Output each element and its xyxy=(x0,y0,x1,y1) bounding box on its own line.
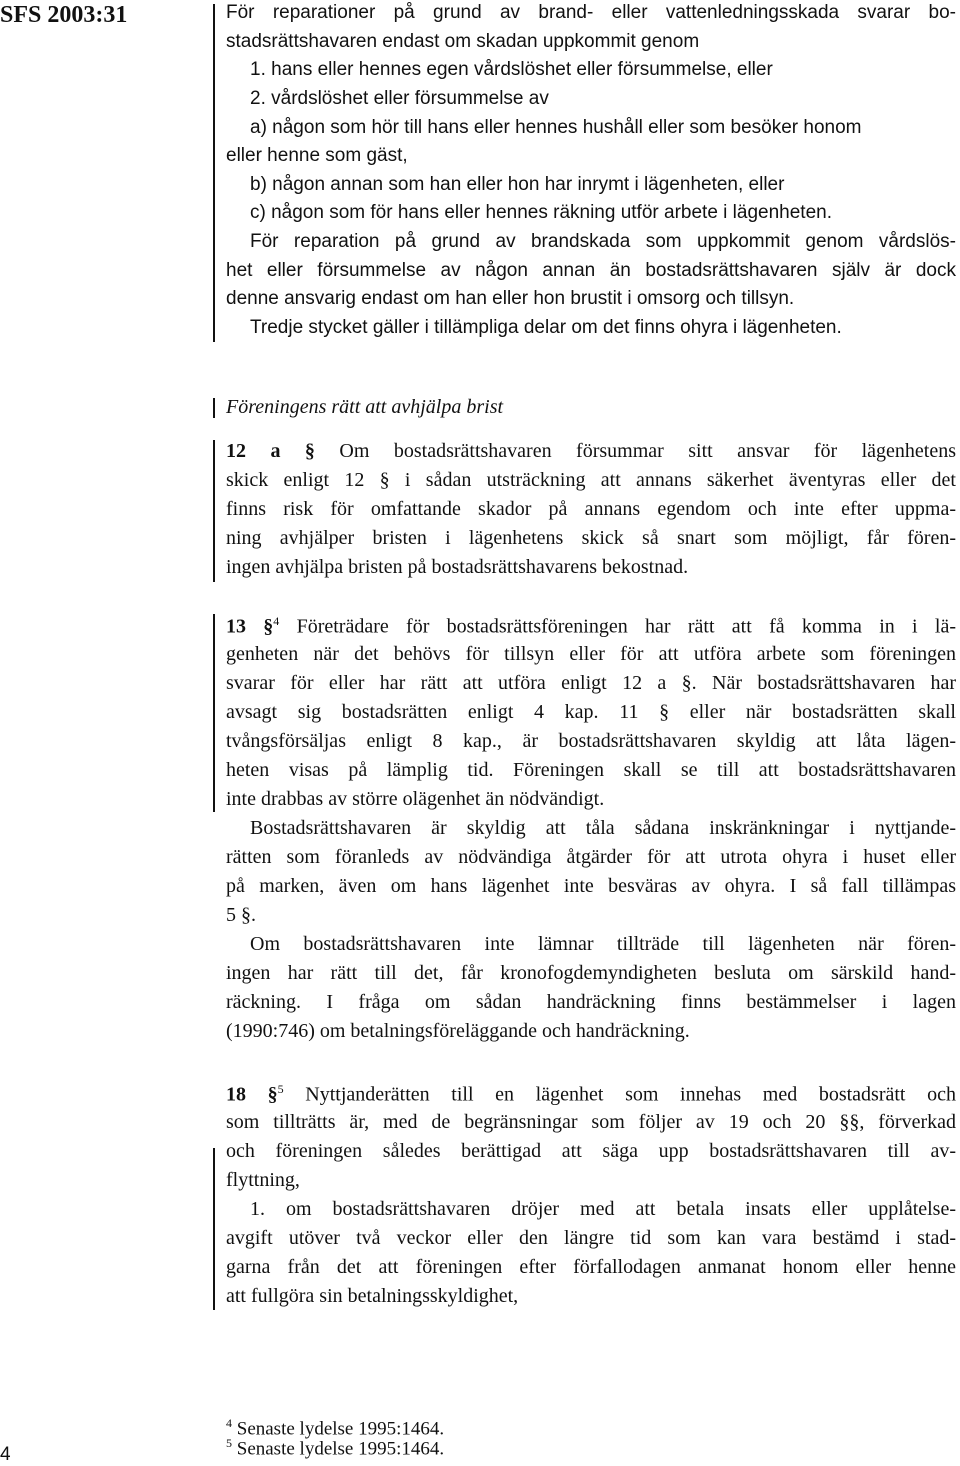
change-bar xyxy=(213,614,215,812)
text-line: garna från det att föreningen efter förfallodagen anmanat honom eller henne xyxy=(226,1256,956,1278)
footnote-text: Senaste lydelse 1995:1464. xyxy=(236,1418,445,1440)
text-line: het eller försummelse av någon annan än bostadsrättshavaren själv är dock xyxy=(226,260,956,281)
text-span: Nyttjanderätten till en lägenhet som innehas med bostadsrätt och xyxy=(305,1083,957,1106)
text-line xyxy=(226,440,956,463)
text-line: på marken, även om hans lägenhet inte besväras av ohyra. I så fall tillämpas xyxy=(226,875,956,897)
text-line: ingen avhjälpa bristen på bostadsrättshavarens bekostnad. xyxy=(226,556,689,578)
text-line: ingen har rätt till det, får kronofogdemyndigheten besluta om särskild hand- xyxy=(226,962,956,984)
text-line: och föreningen således berättigad att säga upp bostadsrättshavaren till av- xyxy=(226,1140,956,1162)
text-line xyxy=(226,614,956,639)
footnote-number: 5 xyxy=(226,1436,232,1450)
text-line: heten visas på lämplig tid. Föreningen skall se till att bostadsrättshavaren xyxy=(226,759,956,781)
text-line: svarar för eller har rätt att utföra enligt 12 a §. När bostadsrättshavaren har xyxy=(226,672,956,694)
text-line: Tredje stycket gäller i tillämpliga delar om det finns ohyra i lägenheten. xyxy=(250,317,842,338)
text-line: rätten som föranleds av nödvändiga åtgärder för att utrota ohyra i huset eller xyxy=(226,846,956,868)
text-line: avgift utöver två veckor eller den längre tid som kan vara bestämd i stad- xyxy=(226,1227,956,1249)
text-line: inte drabbas av större olägenhet än nödvändigt. xyxy=(226,788,605,810)
text-line: 1. hans eller hennes egen vårdslöshet eller försummelse, eller xyxy=(250,59,773,80)
change-bar xyxy=(213,398,215,418)
section-13 xyxy=(226,614,956,1054)
text-line: som tillträtts är, med de begränsningar som följer av 19 och 20 §§, förverkad xyxy=(226,1111,956,1133)
text-line: 1. om bostadsrättshavaren dröjer med att betala insats eller upplåtelse- xyxy=(250,1198,956,1220)
footnote-ref: 4 xyxy=(273,614,280,628)
text-line: skick enligt 12 § i sådan utsträckning att annans säkerhet äventyras eller det xyxy=(226,469,956,491)
text-line: flyttning, xyxy=(226,1169,300,1191)
text-line: (1990:746) om betalningsföreläggande och handräckning. xyxy=(226,1020,690,1042)
text-line: c) någon som för hans eller hennes räkning utför arbete i lägenheten. xyxy=(250,202,832,223)
sfs-number: SFS 2003:31 xyxy=(0,2,128,28)
text-span: Företrädare för bostadsrättsföreningen har rätt att få komma in i lä- xyxy=(296,615,957,638)
text-line: denne ansvarig endast om han eller hon brustit i omsorg och tillsyn. xyxy=(226,288,795,309)
change-bar xyxy=(213,1148,215,1310)
text-line: 2. vårdslöshet eller försummelse av xyxy=(250,88,549,109)
text-span: Om bostadsrättshavaren försummar sitt ansvar för lägenhetens xyxy=(339,440,957,462)
section-number: 12 a § xyxy=(226,440,315,462)
section-number: 18 § xyxy=(226,1083,278,1106)
change-bar xyxy=(213,440,215,582)
footnote xyxy=(226,1436,444,1460)
text-line: stadsrättshavaren endast om skadan uppkommit genom xyxy=(226,31,700,52)
top-text-block xyxy=(226,2,956,347)
text-line xyxy=(226,1082,956,1107)
text-line: ning avhjälper bristen i lägenhetens skick så snart som möjligt, får fören- xyxy=(226,527,956,549)
text-line: Om bostadsrättshavaren inte lämnar tillträde till lägenheten när fören- xyxy=(250,933,956,955)
section-number: 13 § xyxy=(226,615,274,638)
text-line: eller henne som gäst, xyxy=(226,145,408,166)
change-bar xyxy=(213,4,215,342)
footnote-ref: 5 xyxy=(277,1082,284,1096)
section-18 xyxy=(226,1082,956,1317)
text-line: a) någon som hör till hans eller hennes hushåll eller som besöker honom xyxy=(250,117,862,138)
section-12a xyxy=(226,440,956,590)
section-heading: Föreningens rätt att avhjälpa brist xyxy=(226,396,504,418)
text-line: avsagt sig bostadsrätten enligt 4 kap. 11 § eller när bostadsrätten skall xyxy=(226,701,956,723)
text-line: För reparationer på grund av brand- eller vattenledningsskada svarar bo- xyxy=(226,2,956,23)
footnote-number: 4 xyxy=(226,1416,232,1430)
text-line: Bostadsrättshavaren är skyldig att tåla sådana inskränkningar i nyttjande- xyxy=(250,817,956,839)
text-line: tvångsförsäljas enligt 8 kap., är bostadsrättshavaren skyldig att låta lägen- xyxy=(226,730,956,752)
text-line: genheten när det behövs för tillsyn eller för att utföra arbete som föreningen xyxy=(226,643,956,665)
footnote-text: Senaste lydelse 1995:1464. xyxy=(236,1438,445,1460)
text-line: 5 §. xyxy=(226,904,256,926)
page-number: 4 xyxy=(0,1444,11,1465)
text-line: För reparation på grund av brandskada som uppkommit genom vårdslös- xyxy=(250,231,956,252)
text-line: b) någon annan som han eller hon har inrymt i lägenheten, eller xyxy=(250,174,785,195)
text-line: att fullgöra sin betalningsskyldighet, xyxy=(226,1285,519,1307)
text-line: räckning. I fråga om sådan handräckning finns bestämmelser i lagen xyxy=(226,991,956,1013)
text-line: finns risk för omfattande skador på annans egendom och inte efter uppma- xyxy=(226,498,956,520)
